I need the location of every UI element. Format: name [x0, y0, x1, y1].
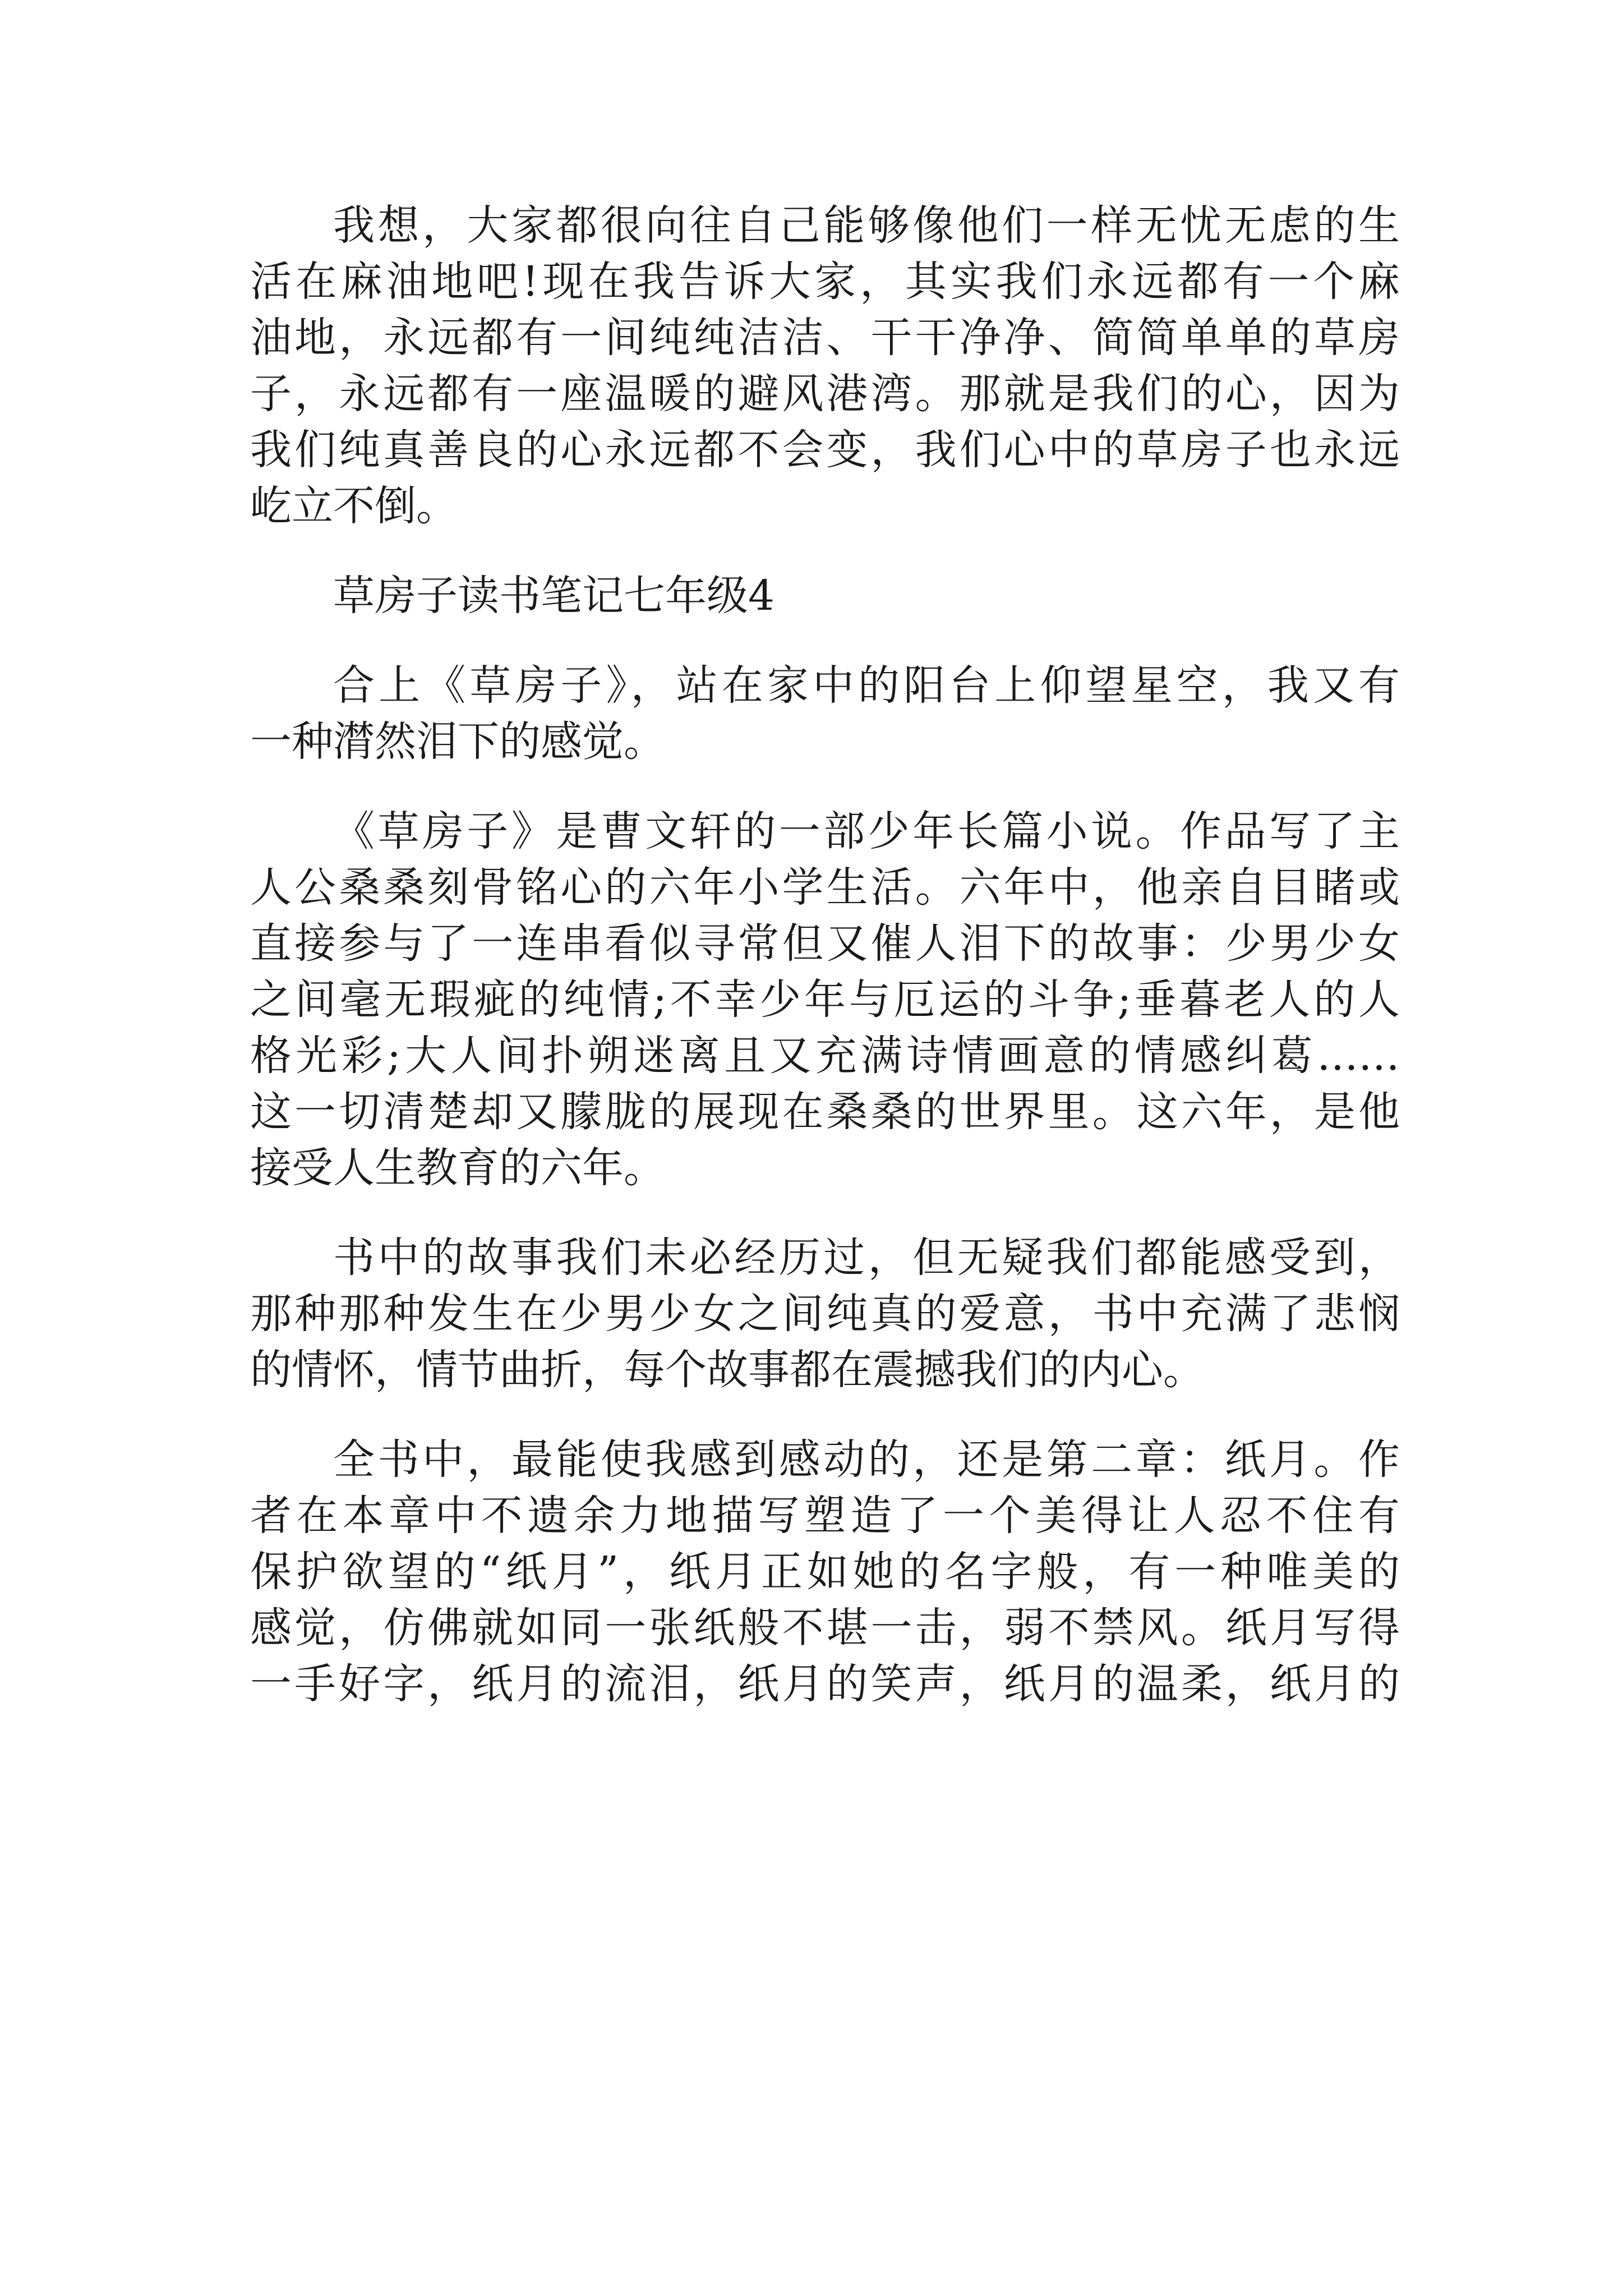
- section-heading: [250, 568, 1400, 624]
- text-line: 那种那种发生在少男少女之间纯真的爱意，书中充满了悲悯: [250, 1290, 1400, 1338]
- text-line: 书中的故事我们未必经历过，但无疑我们都能感受到，: [333, 1234, 1400, 1282]
- text-line: 子，永远都有一座温暖的避风港湾。那就是我们的心，因为: [250, 370, 1400, 418]
- text-line: 直接参与了一连串看似寻常但又催人泪下的故事：少男少女: [250, 919, 1400, 968]
- heading-text: 草房子读书笔记七年级4: [333, 572, 775, 620]
- text-line: 之间毫无瑕疵的纯情;不幸少年与厄运的斗争;垂暮老人的人: [250, 976, 1400, 1024]
- paragraph-5: [250, 1432, 1400, 1712]
- text-line: 格光彩;大人间扑朔迷离且又充满诗情画意的情感纠葛……: [250, 1032, 1400, 1080]
- text-line: 全书中，最能使我感到感动的，还是第二章：纸月。作: [333, 1435, 1400, 1484]
- text-line: 者在本章中不遗余力地描写塑造了一个美得让人忍不住有: [250, 1492, 1400, 1540]
- paragraph-2: [250, 657, 1400, 770]
- text-line: 一手好字，纸月的流泪，纸月的笑声，纸月的温柔，纸月的: [250, 1660, 1400, 1708]
- text-line: 屹立不倒。: [250, 482, 458, 530]
- paragraph-3: [250, 803, 1400, 1196]
- document-body: [250, 197, 1400, 1712]
- text-line: 感觉，仿佛就如同一张纸般不堪一击，弱不禁风。纸月写得: [250, 1604, 1400, 1652]
- text-line: 的情怀，情节曲折，每个故事都在震撼我们的内心。: [250, 1346, 1205, 1394]
- paragraph-1: [250, 197, 1400, 534]
- text-line: 油地，永远都有一间纯纯洁洁、干干净净、简简单单的草房: [250, 314, 1400, 362]
- paragraph-4: [250, 1230, 1400, 1398]
- text-line: 人公桑桑刻骨铭心的六年小学生活。六年中，他亲自目睹或: [250, 863, 1400, 912]
- text-line: 我们纯真善良的心永远都不会变，我们心中的草房子也永远: [250, 426, 1400, 474]
- text-line: 这一切清楚却又朦胧的展现在桑桑的世界里。这六年，是他: [250, 1088, 1400, 1136]
- text-line: 我想，大家都很向往自己能够像他们一样无忧无虑的生: [333, 201, 1400, 250]
- text-line: 保护欲望的“纸月”，纸月正如她的名字般，有一种唯美的: [250, 1548, 1400, 1596]
- text-line: 接受人生教育的六年。: [250, 1144, 665, 1192]
- text-line: 合上《草房子》，站在家中的阳台上仰望星空，我又有: [333, 661, 1400, 710]
- text-line: 《草房子》是曹文轩的一部少年长篇小说。作品写了主: [333, 807, 1400, 855]
- text-line: 一种潸然泪下的感觉。: [250, 717, 665, 766]
- text-line: 活在麻油地吧!现在我告诉大家，其实我们永远都有一个麻: [250, 257, 1400, 306]
